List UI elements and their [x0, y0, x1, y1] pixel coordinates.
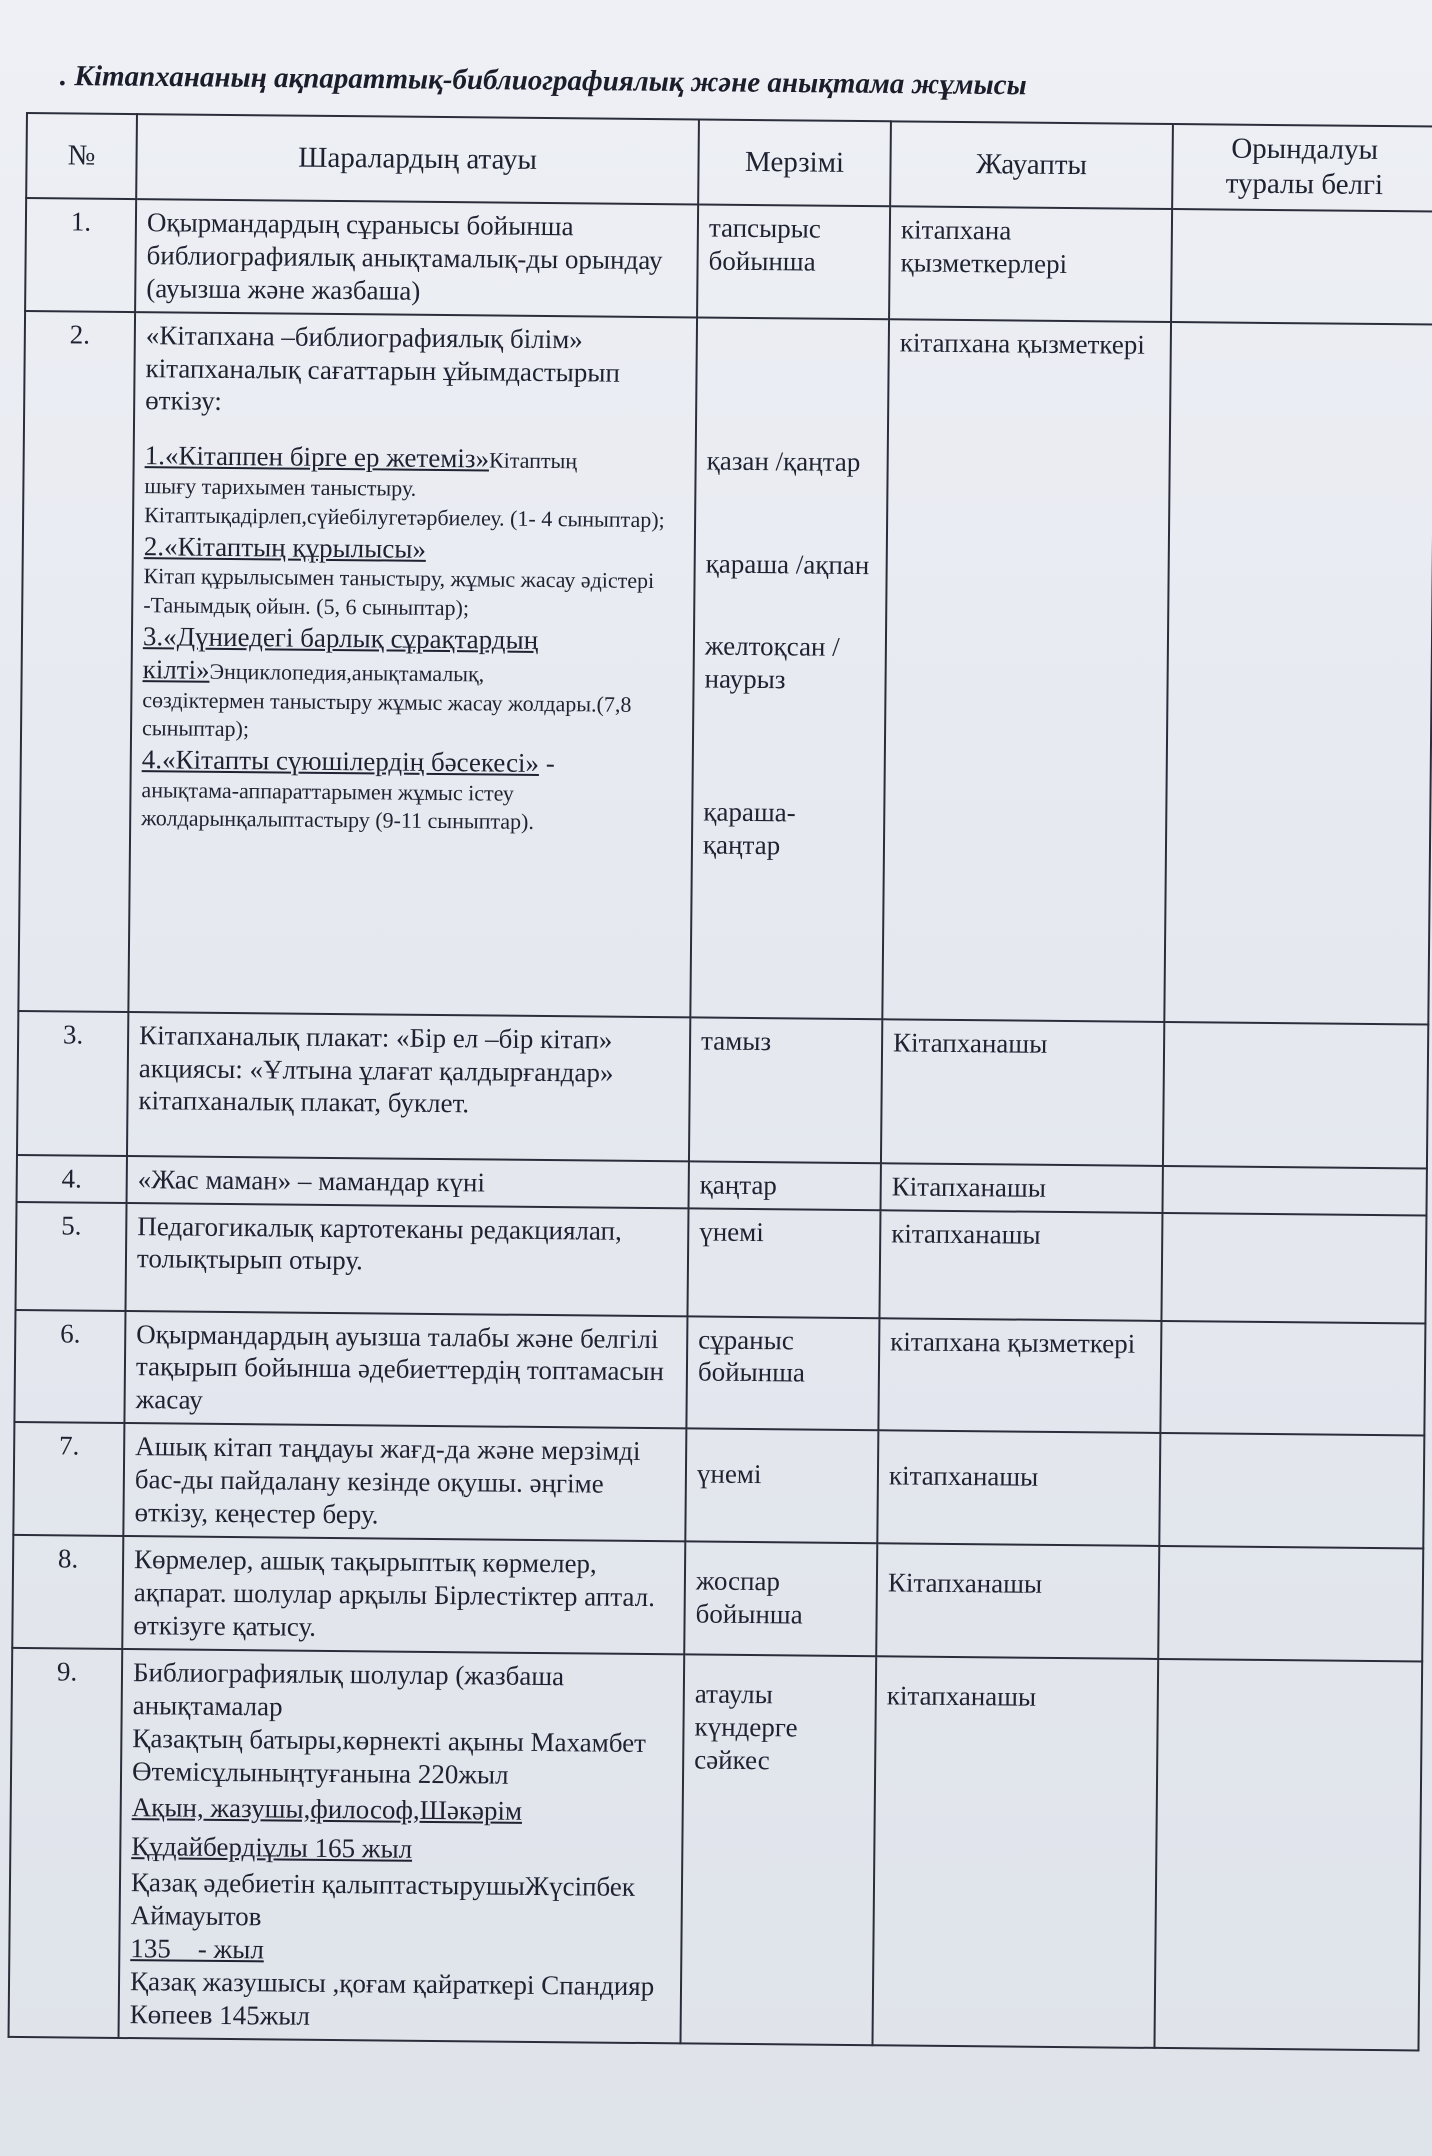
row-name: Библиографиялық шолулар (жазбаша анықтамалар: [132, 1657, 565, 1722]
row-responsible: Кітапханашы: [881, 1019, 1164, 1166]
row-mark: [1164, 322, 1432, 1025]
row-name: Оқырмандардың сұранысы бойынша библиографиялық анықтамалық-ды орындау (ауызша және жазбаша): [135, 199, 698, 317]
row-responsible: кітапхана қызметкерлері: [889, 206, 1172, 322]
row-responsible: Кітапханашы: [881, 1163, 1163, 1213]
row-name: Педагогикалық картотеканы редакциялап, толықтырып отыру.: [125, 1203, 688, 1316]
document-title: . Кітапхананың ақпараттық-библиографиялық және анықтама жұмысы: [59, 60, 1027, 102]
row-number: 6.: [14, 1309, 125, 1423]
row-mark: [1161, 1212, 1426, 1323]
row-responsible-text: кітапханашы: [888, 1460, 1039, 1493]
item-title: 3.«Дүниедегі барлық сұрақтардың кілті»: [142, 620, 539, 685]
row-number: 3.: [17, 1011, 128, 1156]
item-title-tail: Энциклопедия,анықтамалық,: [209, 658, 485, 686]
header-name: Шаралардың атауы: [136, 114, 699, 204]
plan-table: [8, 112, 1432, 2051]
table-header-row: [26, 113, 1432, 211]
row-term: [684, 1542, 877, 1657]
row-responsible: кітапхана қызметкері: [878, 1318, 1161, 1434]
row-number: 1.: [25, 198, 136, 312]
row-mark: [1163, 1022, 1428, 1169]
row-mark: [1162, 1166, 1426, 1215]
row-name: Оқырмандардың ауызша талабы және белгілі тақырып бойынша әдебиеттердің топтамасын жасау: [124, 1311, 687, 1429]
row-responsible-text: кітапханашы: [886, 1680, 1037, 1712]
row-term-text: үнемі: [696, 1458, 762, 1490]
header-term: Мерзімі: [698, 119, 891, 206]
row-name: «Жас маман» – мамандар күні: [127, 1156, 689, 1208]
item-desc: сөздіктермен таныстыру жұмыс жасау жолдары.(7,8 сыныптар);: [141, 686, 632, 742]
row-mark: [1160, 1320, 1425, 1435]
row-term: қаңтар: [689, 1161, 881, 1210]
row-term-text: атаулы күндерге сәйкес: [694, 1678, 798, 1776]
list-item: [143, 530, 684, 625]
list-item: Қазақтың батыры,көрнекті ақыны Махамбет Өтемісұлыныңтуғанына 220жыл: [131, 1722, 647, 1790]
item-title: 1.«Кітаппен бірге ер жетеміз»: [144, 440, 490, 474]
list-item: Ақын, жазушы,философ,Шәкәрім Құдайбердіұлы 165 жыл: [131, 1791, 523, 1864]
row-mark: [1158, 1546, 1423, 1661]
item-title: 4.«Кітапты сүюшілердің бәсекесі»: [141, 743, 540, 778]
row-term: үнемі: [687, 1208, 880, 1318]
row-mark: [1159, 1433, 1424, 1548]
row-term: тамыз: [689, 1017, 882, 1163]
row-responsible: [877, 1431, 1160, 1547]
item-term: қараша- қаңтар: [702, 796, 796, 861]
item-term: желтоқсан /наурыз: [704, 630, 840, 695]
header-mark: Орындалуы туралы белгі: [1172, 124, 1432, 211]
row-mark: [1154, 1659, 1422, 2050]
row-number: 8.: [12, 1535, 123, 1649]
list-item: [144, 440, 685, 535]
list-item: 135 - жыл: [130, 1932, 265, 1965]
row-responsible: кітапханашы: [879, 1210, 1162, 1321]
row-number: 7.: [13, 1422, 124, 1536]
row-name: Кітапханалық плакат: «Бір ел –бір кітап» акциясы: «Ұлтына ұлағат қалдырғандар» кітапханалық плакат, буклет.: [127, 1012, 690, 1161]
table-row: [12, 1535, 1423, 1661]
item-desc: Кітап құрылысымен таныстыру, жұмыс жасау әдістері -Танымдық ойын. (5, 6 сыныптар);: [143, 563, 655, 621]
row-mark: [1171, 209, 1432, 324]
list-item: Қазақ әдебиетін қалыптастырушыЖүсіпбек Аймауытов: [130, 1867, 636, 1932]
row-responsible-text: Кітапханашы: [887, 1567, 1043, 1599]
row-number: 4.: [17, 1155, 127, 1203]
header-resp: Жауапты: [890, 121, 1173, 208]
item-title-tail: -: [538, 747, 555, 778]
row-term: тапсырыс бойынша: [697, 204, 890, 319]
row-number: 5.: [16, 1201, 127, 1310]
row-responsible: [876, 1543, 1159, 1659]
table-row: [16, 1201, 1427, 1323]
table-wrapper: [8, 112, 1384, 2050]
row-term: сұраныс бойынша: [686, 1316, 879, 1431]
item-term: қараша /ақпан: [705, 548, 870, 580]
table-row: [9, 1648, 1423, 2050]
row-number: 2.: [18, 311, 135, 1012]
item-desc: анықтама-аппараттарымен жұмыс істеу жолдарынқалыптастыру (9-11 сыныптар).: [141, 776, 535, 835]
list-item: Қазақ жазушысы ,қоғам қайраткері Спандияр Көпеев 145жыл: [129, 1965, 655, 2031]
row-name-cell: [119, 1649, 685, 2043]
item-title-tail: Кітаптың: [488, 447, 578, 474]
list-item: [141, 743, 682, 838]
row-number: 9.: [9, 1648, 123, 2038]
row-responsible: [872, 1656, 1158, 2047]
row-name: Ашық кітап таңдауы жағд-да және мерзімді бас-ды пайдалану кезінде оқушы. әңгіме өткізу, кеңестер беру.: [123, 1423, 686, 1541]
row-term: [685, 1429, 878, 1544]
item-desc: шығу тарихымен таныстыру. Кітаптықадірлеп,сүйебілугетәрбиелеу. (1- 4 сыныптар);: [144, 473, 665, 533]
item-title: 2.«Кітаптың құрылысы»: [143, 530, 427, 564]
list-item: [142, 620, 683, 748]
row-term-cell: [690, 317, 889, 1019]
header-no: №: [26, 113, 137, 199]
row-name: «Кітапхана –библиографиялық білім» кітапханалық сағаттарын ұйымдастырып өткізу:: [145, 319, 621, 417]
row-term: [680, 1654, 876, 2045]
row-name-cell: [128, 312, 697, 1017]
table-row: [25, 198, 1432, 324]
item-term: қазан /қаңтар: [706, 445, 861, 477]
table-row: [14, 1309, 1425, 1435]
table-row: [17, 1011, 1428, 1169]
row-term-text: жоспар бойынша: [695, 1565, 803, 1630]
row-name: Көрмелер, ашық тақырыптық көрмелер, ақпарат. шолулар арқылы Бірлестіктер аптал. өткізуге қатысу.: [122, 1536, 685, 1654]
table-row: [18, 311, 1432, 1025]
row-responsible: кітапхана қызметкері: [882, 319, 1171, 1022]
table-row: [13, 1422, 1424, 1548]
